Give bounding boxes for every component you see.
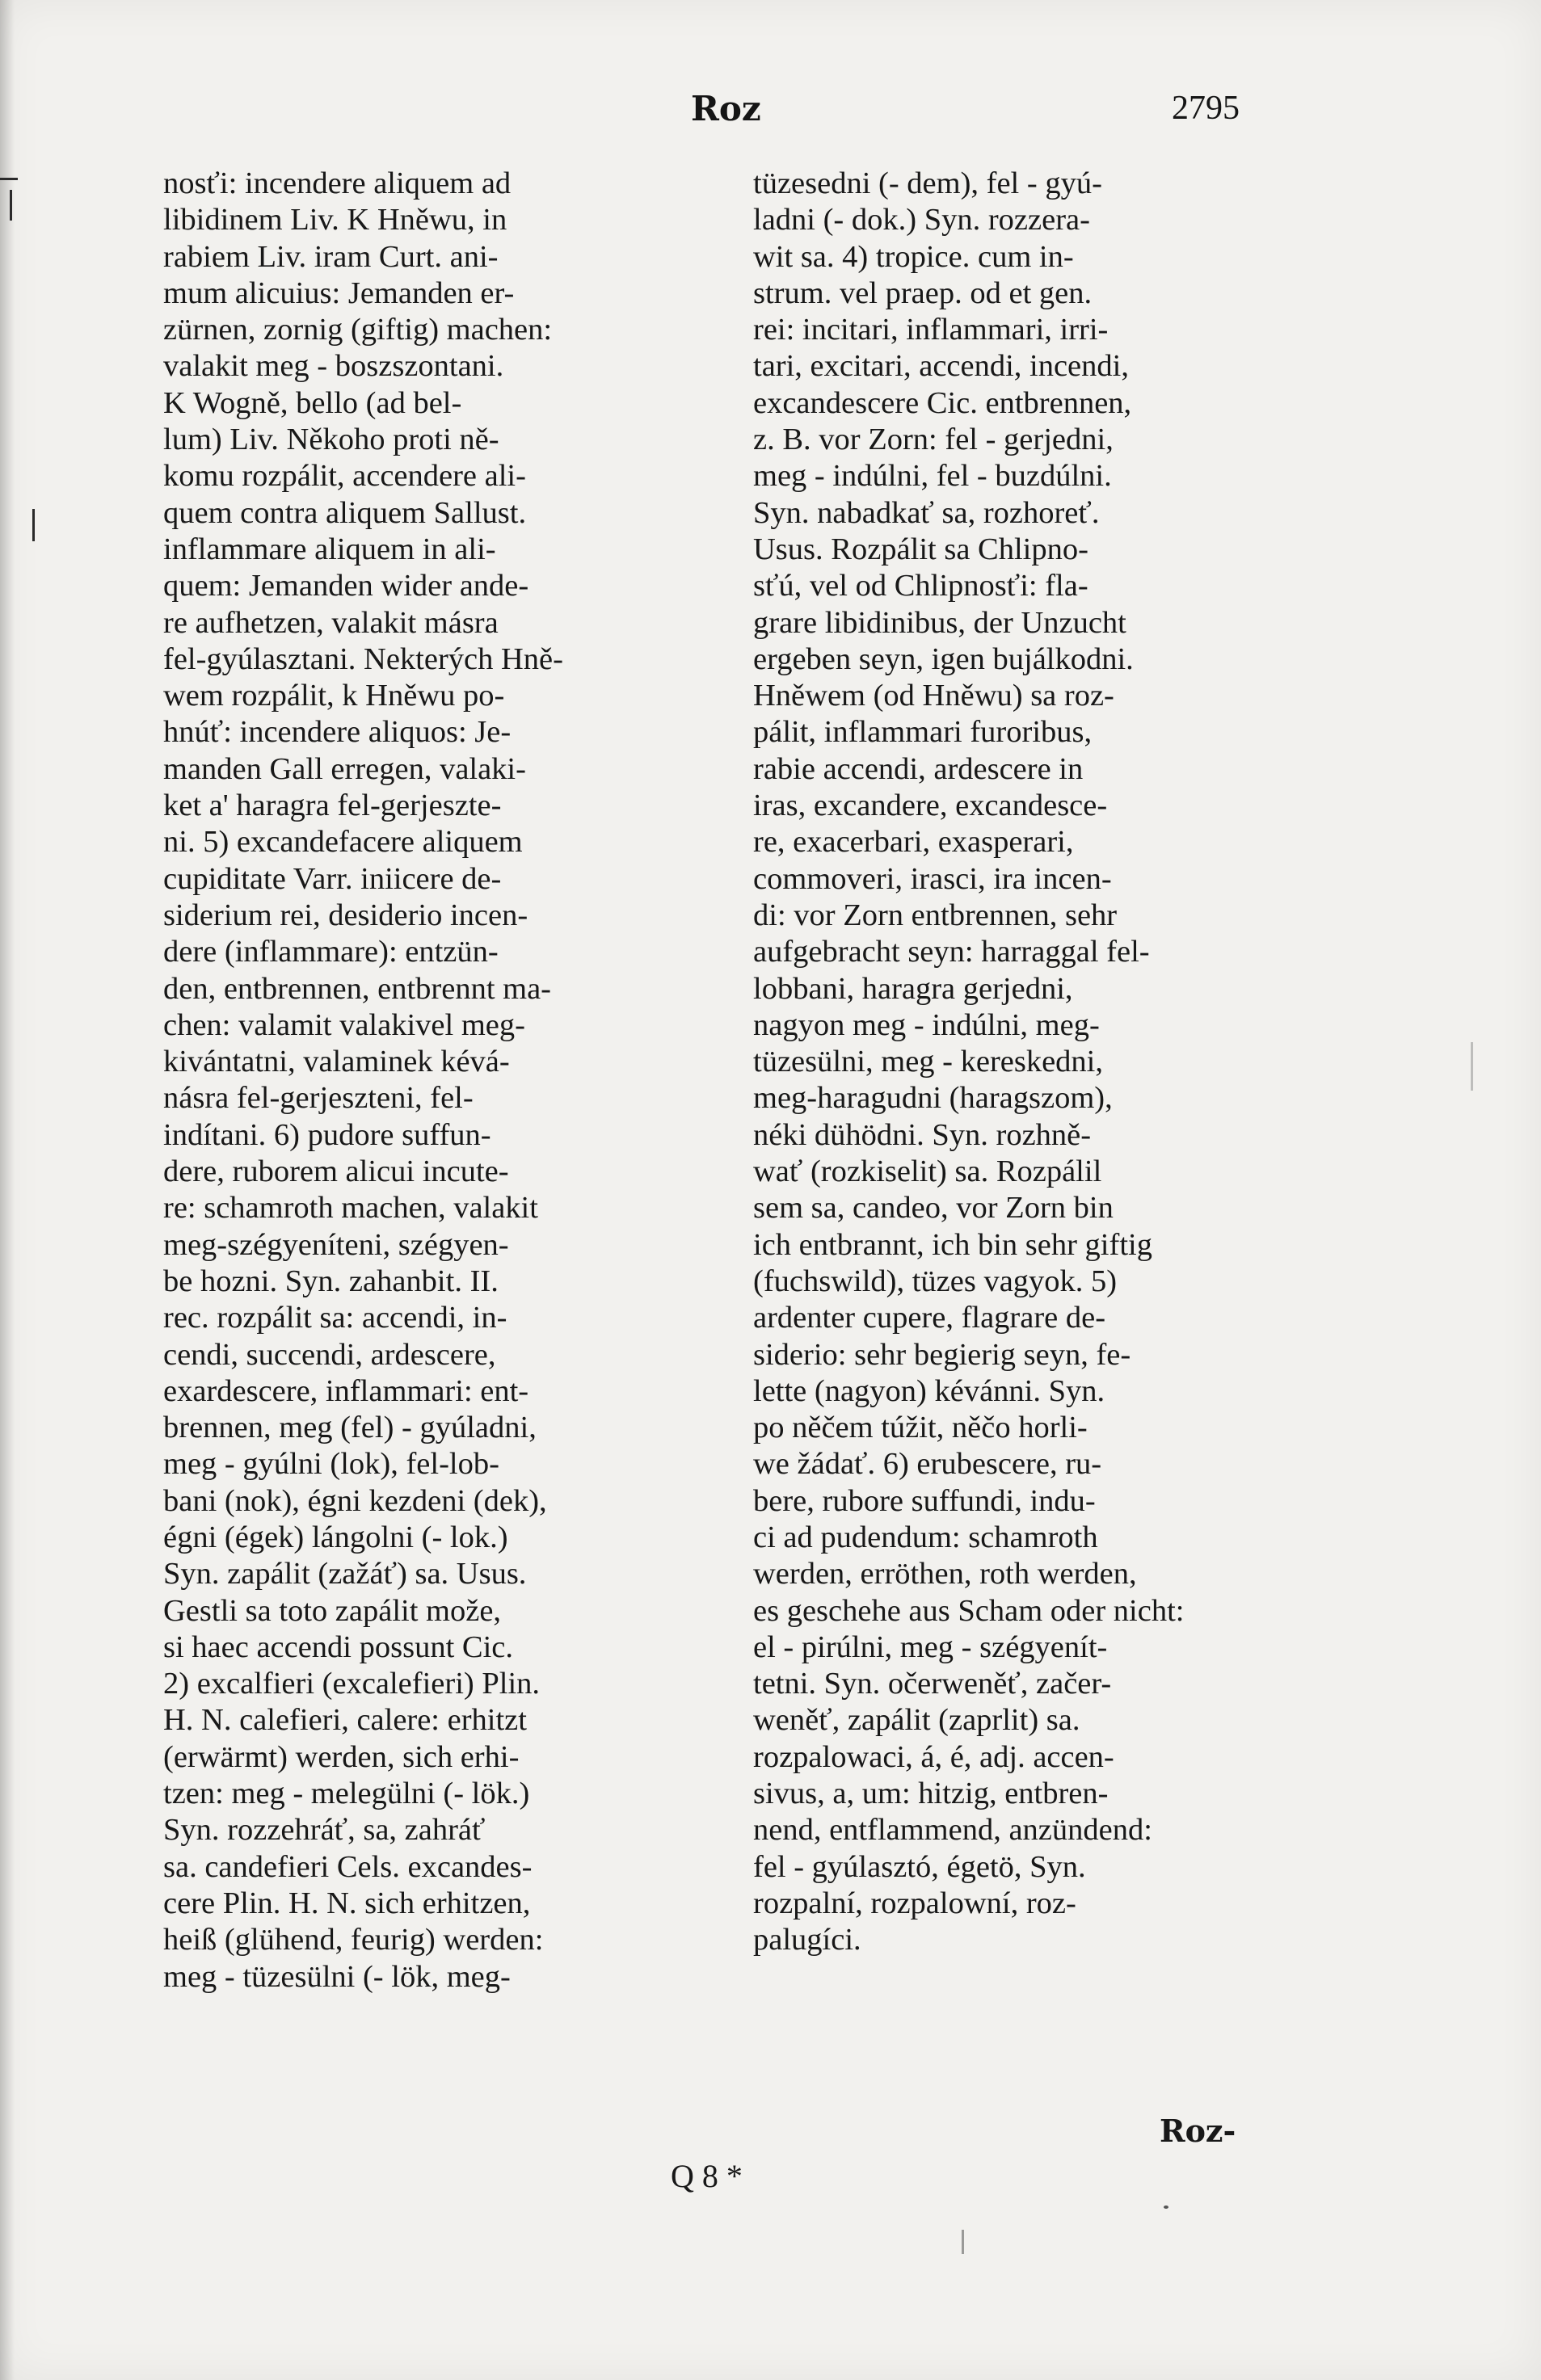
text-line: tzen: meg - melegülni (- lök.) (163, 1777, 530, 1811)
text-line: Usus. Rozpálit sa Chlipno- (753, 532, 1088, 566)
text-line: rec. rozpálit sa: accendi, in- (163, 1301, 507, 1335)
margin-mark (32, 509, 35, 541)
text-line: brennen, meg (fel) - gyúladni, (163, 1411, 537, 1445)
text-line: po něčem túžit, něčo horli- (753, 1411, 1088, 1445)
text-line: égni (égek) lángolni (- lok.) (163, 1520, 508, 1554)
text-line: weněť, zapálit (zaprlit) sa. (753, 1703, 1080, 1738)
text-line: rozpalní, rozpalowní, roz- (753, 1886, 1076, 1920)
ink-speck (962, 2230, 964, 2254)
text-line: násra fel-gerjeszteni, fel- (163, 1081, 474, 1116)
text-line: hnúť: incendere aliquos: Je- (163, 715, 512, 750)
text-line: wem rozpálit, k Hněwu po- (163, 679, 505, 713)
text-line: tüzesedni (- dem), fel - gyú- (753, 166, 1102, 200)
text-line: z. B. vor Zorn: fel - gerjedni, (753, 423, 1114, 457)
text-line: mum alicuius: Jemanden er- (163, 275, 515, 310)
text-line: H. N. calefieri, calere: erhitzt (163, 1703, 527, 1738)
text-line: heiß (glühend, feurig) werden: (163, 1923, 544, 1957)
text-line: bani (nok), égni kezdeni (dek), (163, 1483, 547, 1518)
text-line: grare libidinibus, der Unzucht (753, 605, 1126, 640)
text-line: re, exacerbari, exasperari, (753, 825, 1074, 860)
text-line: wit sa. 4) tropice. cum in- (753, 239, 1074, 274)
text-line: sem sa, candeo, vor Zorn bin (753, 1191, 1114, 1226)
catchword: Roz- (1160, 2113, 1236, 2149)
text-line: ket a' haragra fel-gerjeszte- (163, 788, 502, 823)
text-line: sťú, vel od Chlipnosťi: fla- (753, 569, 1088, 603)
text-line: rozpalowaci, á, é, adj. accen- (753, 1739, 1114, 1774)
ink-speck (1164, 2205, 1168, 2209)
text-line: dere (inflammare): entzün- (163, 935, 499, 969)
text-line: wať (rozkiselit) sa. Rozpálil (753, 1154, 1102, 1189)
text-line: iras, excandere, excandesce- (753, 788, 1108, 823)
text-line: nagyon meg - indúlni, meg- (753, 1007, 1100, 1042)
text-line: es geschehe aus Scham oder nicht: (753, 1593, 1185, 1628)
text-line: (erwärmt) werden, sich erhi- (163, 1739, 520, 1774)
page-edge-shadow (0, 0, 15, 2380)
text-line: re: schamroth machen, valakit (163, 1191, 538, 1226)
text-line: libidinem Liv. K Hněwu, in (163, 203, 507, 238)
text-line: chen: valamit valakivel meg- (163, 1007, 525, 1042)
text-line: werden, erröthen, roth werden, (753, 1557, 1137, 1592)
text-line: cendi, succendi, ardescere, (163, 1337, 496, 1372)
text-line: lum) Liv. Někoho proti ně- (163, 423, 499, 457)
text-line: bere, rubore suffundi, indu- (753, 1483, 1096, 1518)
text-line: commoveri, irasci, ira incen- (753, 861, 1112, 896)
text-line: excandescere Cic. entbrennen, (753, 385, 1132, 420)
text-line: we žádať. 6) erubescere, ru- (753, 1447, 1102, 1482)
running-head (0, 89, 1541, 145)
text-line: ergeben seyn, igen bujálkodni. (753, 641, 1134, 676)
text-line: ci ad pudendum: schamroth (753, 1520, 1098, 1554)
text-line: komu rozpálit, accendere ali- (163, 459, 526, 494)
text-line: K Wogně, bello (ad bel- (163, 385, 462, 420)
text-line: re aufhetzen, valakit másra (163, 605, 499, 640)
text-line: rabie accendi, ardescere in (753, 751, 1084, 786)
text-line: Gestli sa toto zapálit može, (163, 1593, 502, 1628)
text-line: ni. 5) excandefacere aliquem (163, 825, 523, 860)
text-line: sivus, a, um: hitzig, entbren- (753, 1777, 1109, 1811)
text-line: meg-szégyeníteni, szégyen- (163, 1227, 509, 1262)
left-column (163, 166, 693, 1995)
text-line: rabiem Liv. iram Curt. ani- (163, 239, 499, 274)
text-line: quem contra aliquem Sallust. (163, 495, 527, 530)
text-line: ich entbrannt, ich bin sehr giftig (753, 1227, 1152, 1262)
text-line: meg - gyúlni (lok), fel-lob- (163, 1447, 499, 1482)
text-line: fel - gyúlasztó, égetö, Syn. (753, 1849, 1086, 1884)
text-line: quem: Jemanden wider ande- (163, 569, 529, 603)
text-line: si haec accendi possunt Cic. (163, 1629, 513, 1664)
text-line: Hněwem (od Hněwu) sa roz- (753, 679, 1114, 713)
text-line: meg - tüzesülni (- lök, meg- (163, 1959, 511, 1994)
text-line: rei: incitari, inflammari, irri- (753, 313, 1109, 347)
text-line: Syn. nabadkať sa, rozhoreť. (753, 495, 1100, 530)
text-line: meg - indúlni, fel - buzdúlni. (753, 459, 1112, 494)
text-line: sa. candefieri Cels. excandes- (163, 1849, 533, 1884)
text-line: tetni. Syn. očerweněť, začer- (753, 1667, 1112, 1701)
text-line: kivántatni, valaminek kévá- (163, 1045, 510, 1079)
text-line: valakit meg - boszszontani. (163, 349, 504, 384)
text-line: tari, excitari, accendi, incendi, (753, 349, 1129, 384)
signature-mark: Q 8 * (671, 2158, 743, 2194)
text-line: tüzesülni, meg - kereskedni, (753, 1045, 1103, 1079)
text-line: nosťi: incendere aliquem ad (163, 166, 512, 200)
text-line: cere Plin. H. N. sich erhitzen, (163, 1886, 531, 1920)
right-column (753, 166, 1288, 1959)
text-line: fel-gyúlasztani. Nekterých Hně- (163, 641, 563, 676)
text-line: siderio: sehr begierig seyn, fe- (753, 1337, 1131, 1372)
text-line: inflammare aliquem in ali- (163, 532, 496, 566)
text-line: palugíci. (753, 1923, 861, 1957)
margin-mark (10, 190, 12, 221)
margin-mark (0, 178, 18, 180)
text-line: lette (nagyon) kévánni. Syn. (753, 1373, 1105, 1408)
text-line: meg-haragudni (haragszom), (753, 1081, 1113, 1116)
text-line: ardenter cupere, flagrare de- (753, 1301, 1106, 1335)
text-line: di: vor Zorn entbrennen, sehr (753, 898, 1118, 932)
text-line: 2) excalfieri (excalefieri) Plin. (163, 1667, 541, 1701)
text-line: indítani. 6) pudore suffun- (163, 1117, 491, 1152)
text-line: strum. vel praep. od et gen. (753, 275, 1093, 310)
text-line: ladni (- dok.) Syn. rozzera- (753, 203, 1090, 238)
text-line: Syn. zapálit (zažáť) sa. Usus. (163, 1557, 527, 1592)
text-line: el - pirúlni, meg - szégyenít- (753, 1629, 1108, 1664)
text-line: Syn. rozzehráť, sa, zahráť (163, 1813, 486, 1848)
text-line: cupiditate Varr. iniicere de- (163, 861, 502, 896)
text-line: zürnen, zornig (giftig) machen: (163, 313, 553, 347)
text-line: exardescere, inflammari: ent- (163, 1373, 529, 1408)
text-line: be hozni. Syn. zahanbit. II. (163, 1264, 499, 1298)
text-line: dere, ruborem alicui incute- (163, 1154, 509, 1189)
text-line: néki dühödni. Syn. rozhně- (753, 1117, 1092, 1152)
text-line: nend, entflammend, anzündend: (753, 1813, 1152, 1848)
head-word: Roz (691, 89, 761, 128)
text-line: aufgebracht seyn: harraggal fel- (753, 935, 1150, 969)
margin-mark (1471, 1042, 1473, 1091)
text-line: lobbani, haragra gerjedni, (753, 971, 1073, 1006)
page-number: 2795 (1172, 90, 1240, 127)
text-line: siderium rei, desiderio incen- (163, 898, 528, 932)
text-line: (fuchswild), tüzes vagyok. 5) (753, 1264, 1118, 1298)
text-line: den, entbrennen, entbrennt ma- (163, 971, 551, 1006)
text-line: manden Gall erregen, valaki- (163, 751, 526, 786)
text-line: pálit, inflammari furoribus, (753, 715, 1093, 750)
